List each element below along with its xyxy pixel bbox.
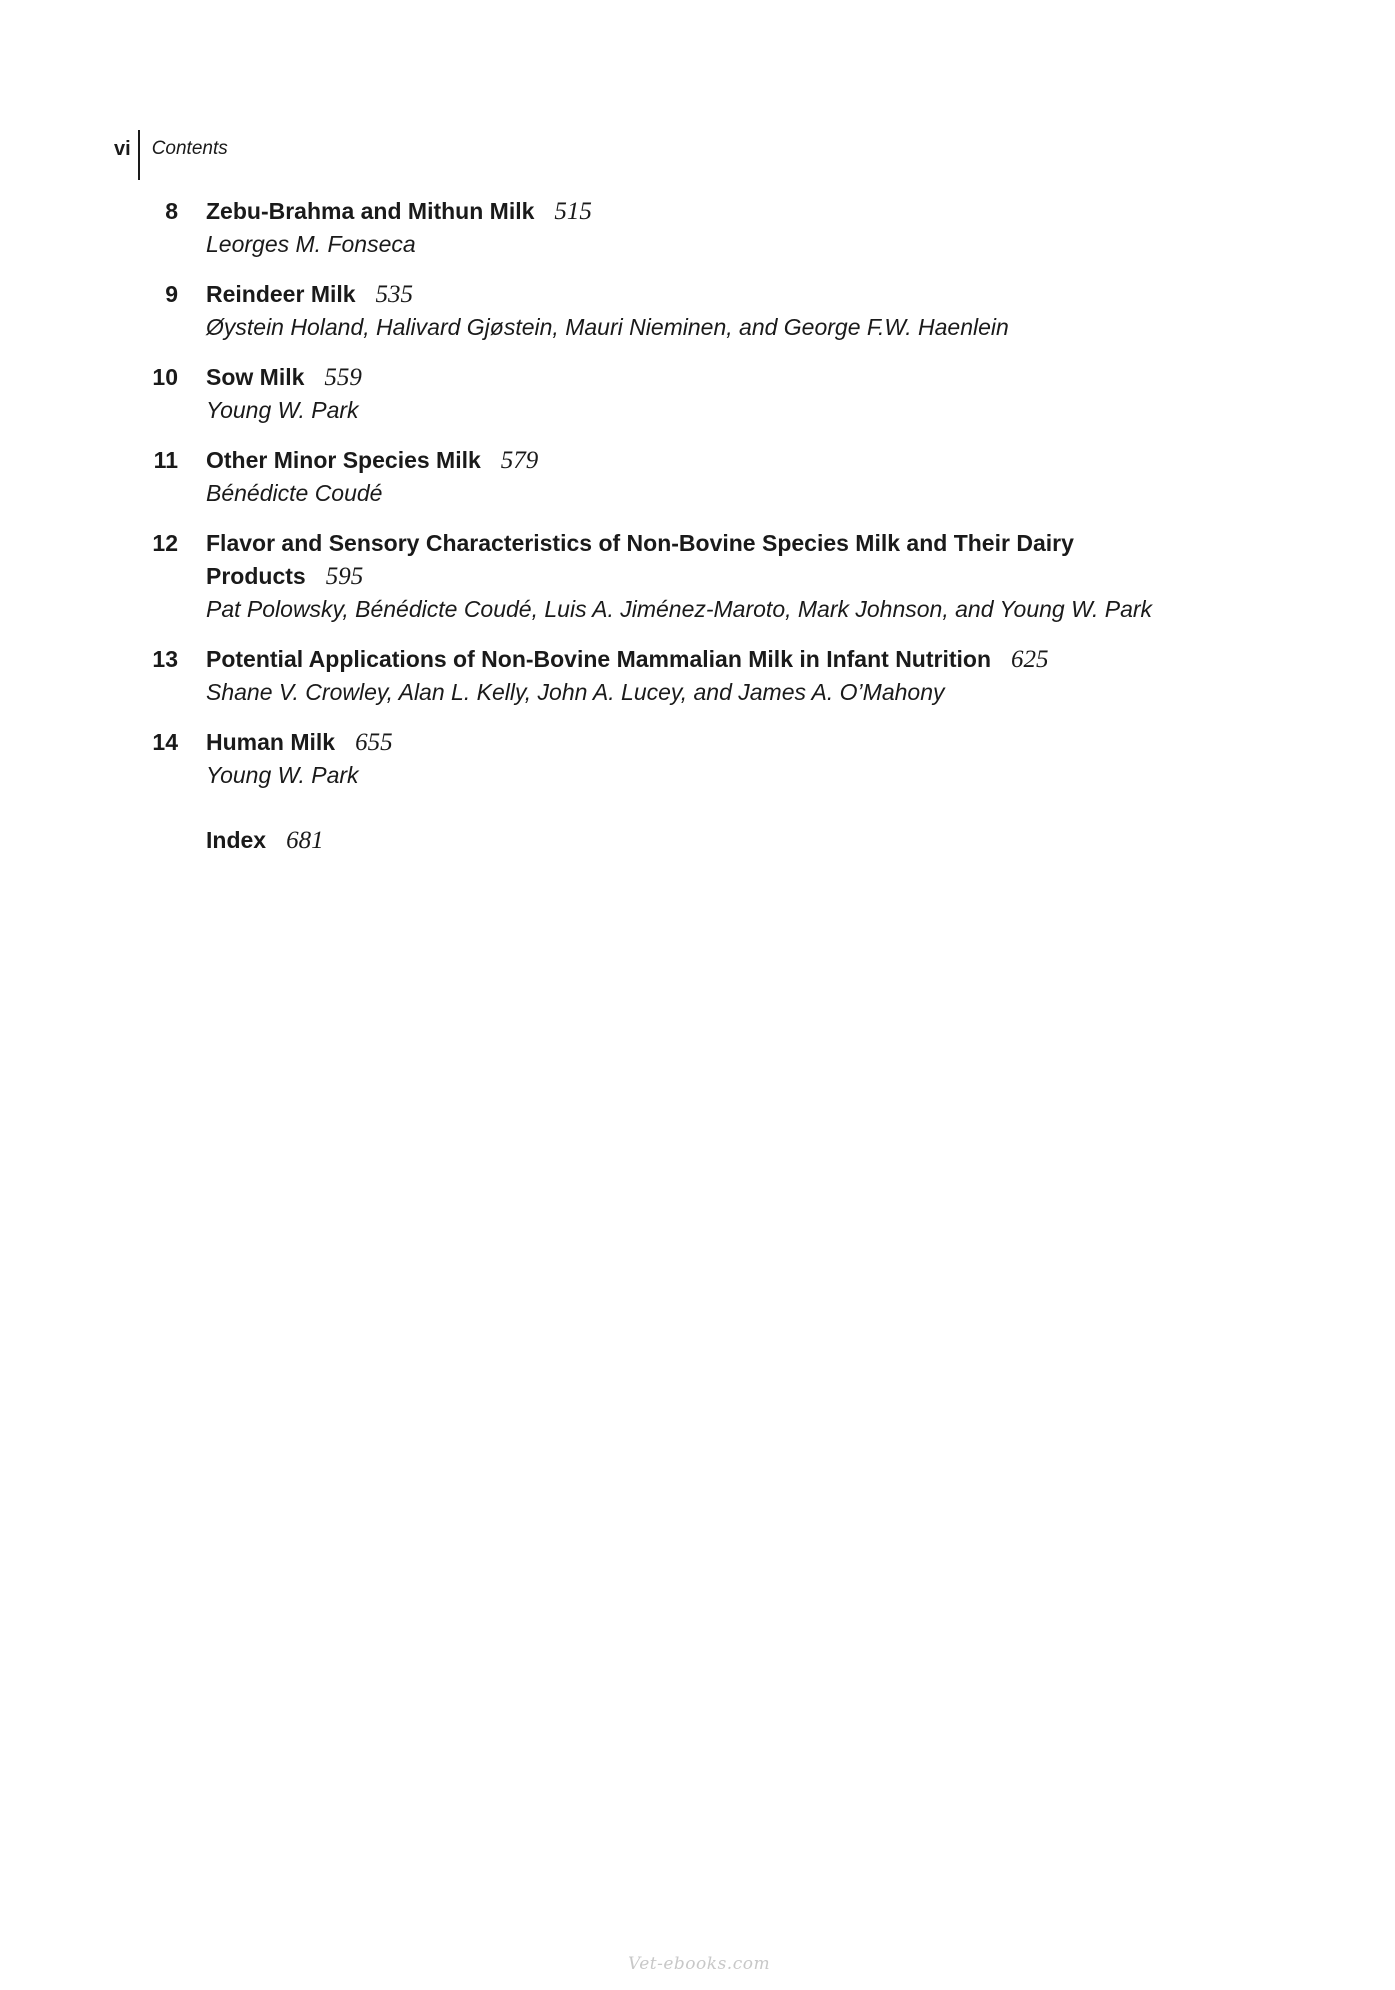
table-of-contents (150, 195, 1270, 857)
chapter-title-line (206, 361, 1270, 394)
chapter-title-continued[interactable]: Products (206, 563, 306, 589)
toc-entry-8[interactable] (150, 195, 1270, 261)
chapter-number: 9 (165, 281, 178, 307)
chapter-title[interactable]: Zebu-Brahma and Mithun Milk (206, 198, 535, 224)
chapter-authors: Young W. Park (206, 762, 359, 788)
toc-entry-10[interactable] (150, 361, 1270, 427)
chapter-title[interactable]: Potential Applications of Non-Bovine Mammalian Milk in Infant Nutrition (206, 646, 991, 672)
toc-entry-9[interactable] (150, 278, 1270, 344)
chapter-title-line (206, 444, 1270, 477)
chapter-title[interactable]: Sow Milk (206, 364, 305, 390)
chapter-title[interactable]: Other Minor Species Milk (206, 447, 481, 473)
page-reference: 625 (1011, 646, 1049, 673)
index-title[interactable]: Index (206, 827, 267, 853)
chapter-authors: Pat Polowsky, Bénédicte Coudé, Luis A. Jiménez-Maroto, Mark Johnson, and Young W. Park (206, 596, 1153, 622)
toc-entry-index[interactable] (150, 824, 1270, 857)
chapter-authors: Leorges M. Fonseca (206, 231, 416, 257)
chapter-title[interactable]: Flavor and Sensory Characteristics of Non-Bovine Species Milk and Their Dairy (206, 530, 1074, 556)
chapter-number: 11 (153, 447, 178, 473)
chapter-authors: Young W. Park (206, 397, 359, 423)
chapter-title-line (206, 527, 1270, 560)
toc-entry-13[interactable] (150, 643, 1270, 709)
chapter-title-line (206, 726, 1270, 759)
running-title: Contents (151, 138, 228, 159)
chapter-authors: Shane V. Crowley, Alan L. Kelly, John A. Lucey, and James A. O’Mahony (206, 679, 945, 705)
index-page-reference: 681 (286, 827, 324, 854)
watermark-logo: Vet-ebooks.com (628, 1954, 771, 1974)
toc-entry-14[interactable] (150, 726, 1270, 792)
chapter-title[interactable]: Reindeer Milk (206, 281, 356, 307)
chapter-title[interactable]: Human Milk (206, 729, 336, 755)
page-reference: 515 (554, 198, 592, 225)
page-number: vi (114, 138, 131, 160)
chapter-number: 12 (152, 530, 178, 556)
chapter-title-line (206, 278, 1270, 311)
running-head (114, 130, 228, 180)
chapter-title-line (206, 195, 1270, 228)
page-reference: 655 (355, 729, 393, 756)
page-reference: 579 (500, 447, 539, 474)
chapter-authors: Øystein Holand, Halivard Gjøstein, Mauri Nieminen, and George F.W. Haenlein (206, 314, 1009, 340)
page-reference: 535 (375, 281, 414, 308)
chapter-number: 10 (152, 364, 178, 390)
toc-entry-11[interactable] (150, 444, 1270, 510)
chapter-number: 8 (165, 198, 178, 224)
chapter-title-line-continued (206, 560, 1270, 593)
page-reference: 595 (325, 563, 364, 590)
chapter-authors: Bénédicte Coudé (206, 480, 383, 506)
chapter-number: 14 (152, 729, 178, 755)
chapter-title-line (206, 643, 1270, 676)
page-reference: 559 (324, 364, 362, 391)
chapter-number: 13 (152, 646, 178, 672)
toc-entry-12[interactable] (150, 527, 1270, 626)
